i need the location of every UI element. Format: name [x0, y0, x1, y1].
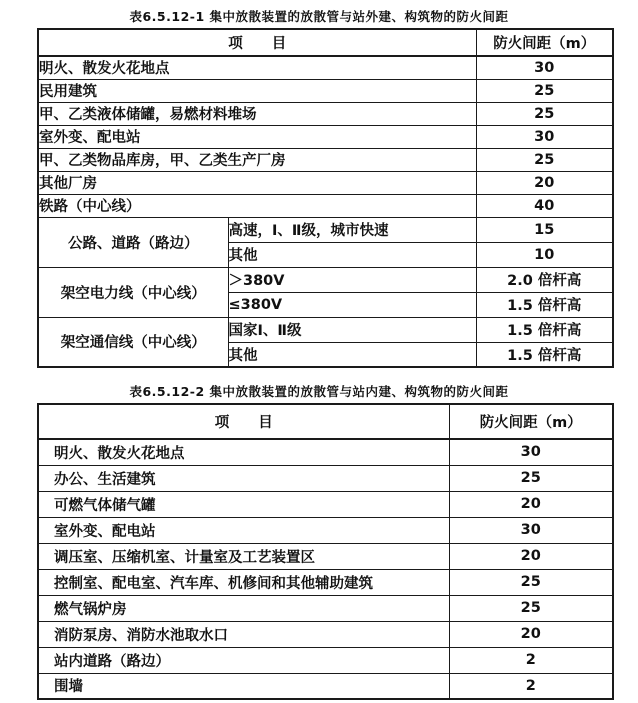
subrow-label-cell: 其他 [228, 342, 476, 367]
row-distance-cell: 20 [449, 543, 613, 569]
table-row [38, 102, 613, 125]
row-distance-cell: 20 [476, 171, 613, 194]
table-row [38, 465, 613, 491]
group-item-cell: 公路、道路（路边） [38, 217, 228, 267]
table-row [38, 569, 613, 595]
row-item-cell: 明火、散发火花地点 [38, 56, 476, 79]
row-distance-cell: 25 [449, 465, 613, 491]
row-item-cell: 其他厂房 [38, 171, 476, 194]
row-distance-cell: 25 [449, 595, 613, 621]
row-distance-cell: 2 [449, 647, 613, 673]
row-item-cell: 办公、生活建筑 [38, 465, 449, 491]
table-row [38, 79, 613, 102]
row-distance-cell: 2.0 倍杆高 [476, 267, 613, 292]
row-distance-cell: 1.5 倍杆高 [476, 292, 613, 317]
table1-header-item: 项 目 [38, 29, 476, 56]
table1-header-row [38, 29, 613, 56]
row-distance-cell: 30 [476, 56, 613, 79]
subrow-label-cell: 其他 [228, 242, 476, 267]
subrow-label-cell: 高速，Ⅰ、Ⅱ级，城市快速 [228, 217, 476, 242]
table-row [38, 171, 613, 194]
table-row [38, 217, 613, 242]
row-item-cell: 明火、散发火花地点 [38, 439, 449, 465]
table2-header-distance: 防火间距（m） [449, 404, 613, 439]
group-item-cell: 架空电力线（中心线） [38, 267, 228, 317]
row-distance-cell: 20 [449, 491, 613, 517]
row-distance-cell: 30 [449, 439, 613, 465]
table-row [38, 194, 613, 217]
row-distance-cell: 25 [476, 79, 613, 102]
table2-title: 表6.5.12-2 集中放散装置的放散管与站内建、构筑物的防火间距 [129, 384, 509, 399]
row-item-cell: 燃气锅炉房 [38, 595, 449, 621]
table1-header-distance: 防火间距（m） [476, 29, 613, 56]
row-item-cell: 可燃气体储气罐 [38, 491, 449, 517]
row-item-cell: 室外变、配电站 [38, 517, 449, 543]
table-row [38, 595, 613, 621]
table1-fire-separation-outside-station [37, 28, 614, 368]
row-distance-cell: 20 [449, 621, 613, 647]
row-item-cell: 室外变、配电站 [38, 125, 476, 148]
row-distance-cell: 25 [476, 148, 613, 171]
table-row [38, 317, 613, 342]
row-item-cell: 甲、乙类液体储罐，易燃材料堆场 [38, 102, 476, 125]
table-row [38, 491, 613, 517]
table2-header-row [38, 404, 613, 439]
row-distance-cell: 15 [476, 217, 613, 242]
row-distance-cell: 10 [476, 242, 613, 267]
row-distance-cell: 1.5 倍杆高 [476, 317, 613, 342]
row-item-cell: 控制室、配电室、汽车库、机修间和其他辅助建筑 [38, 569, 449, 595]
table-row [38, 517, 613, 543]
table2-header-item: 项 目 [38, 404, 449, 439]
table-row [38, 125, 613, 148]
table-row [38, 148, 613, 171]
row-distance-cell: 30 [449, 517, 613, 543]
row-distance-cell: 25 [476, 102, 613, 125]
table-row [38, 647, 613, 673]
table-row [38, 621, 613, 647]
row-distance-cell: 2 [449, 673, 613, 699]
subrow-label-cell: ＞380V [228, 267, 476, 292]
group-item-cell: 架空通信线（中心线） [38, 317, 228, 367]
row-item-cell: 民用建筑 [38, 79, 476, 102]
table-row [38, 267, 613, 292]
table1-title: 表6.5.12-1 集中放散装置的放散管与站外建、构筑物的防火间距 [129, 9, 509, 24]
subrow-label-cell: ≤380V [228, 292, 476, 317]
row-distance-cell: 25 [449, 569, 613, 595]
row-item-cell: 围墙 [38, 673, 449, 699]
table-row [38, 439, 613, 465]
row-item-cell: 调压室、压缩机室、计量室及工艺装置区 [38, 543, 449, 569]
subrow-label-cell: 国家Ⅰ、Ⅱ级 [228, 317, 476, 342]
table-row [38, 673, 613, 699]
row-item-cell: 消防泵房、消防水池取水口 [38, 621, 449, 647]
row-distance-cell: 40 [476, 194, 613, 217]
row-distance-cell: 30 [476, 125, 613, 148]
table2-fire-separation-inside-station [37, 403, 614, 700]
row-distance-cell: 1.5 倍杆高 [476, 342, 613, 367]
row-item-cell: 甲、乙类物品库房，甲、乙类生产厂房 [38, 148, 476, 171]
row-item-cell: 站内道路（路边） [38, 647, 449, 673]
table-row [38, 543, 613, 569]
table-row [38, 56, 613, 79]
row-item-cell: 铁路（中心线） [38, 194, 476, 217]
